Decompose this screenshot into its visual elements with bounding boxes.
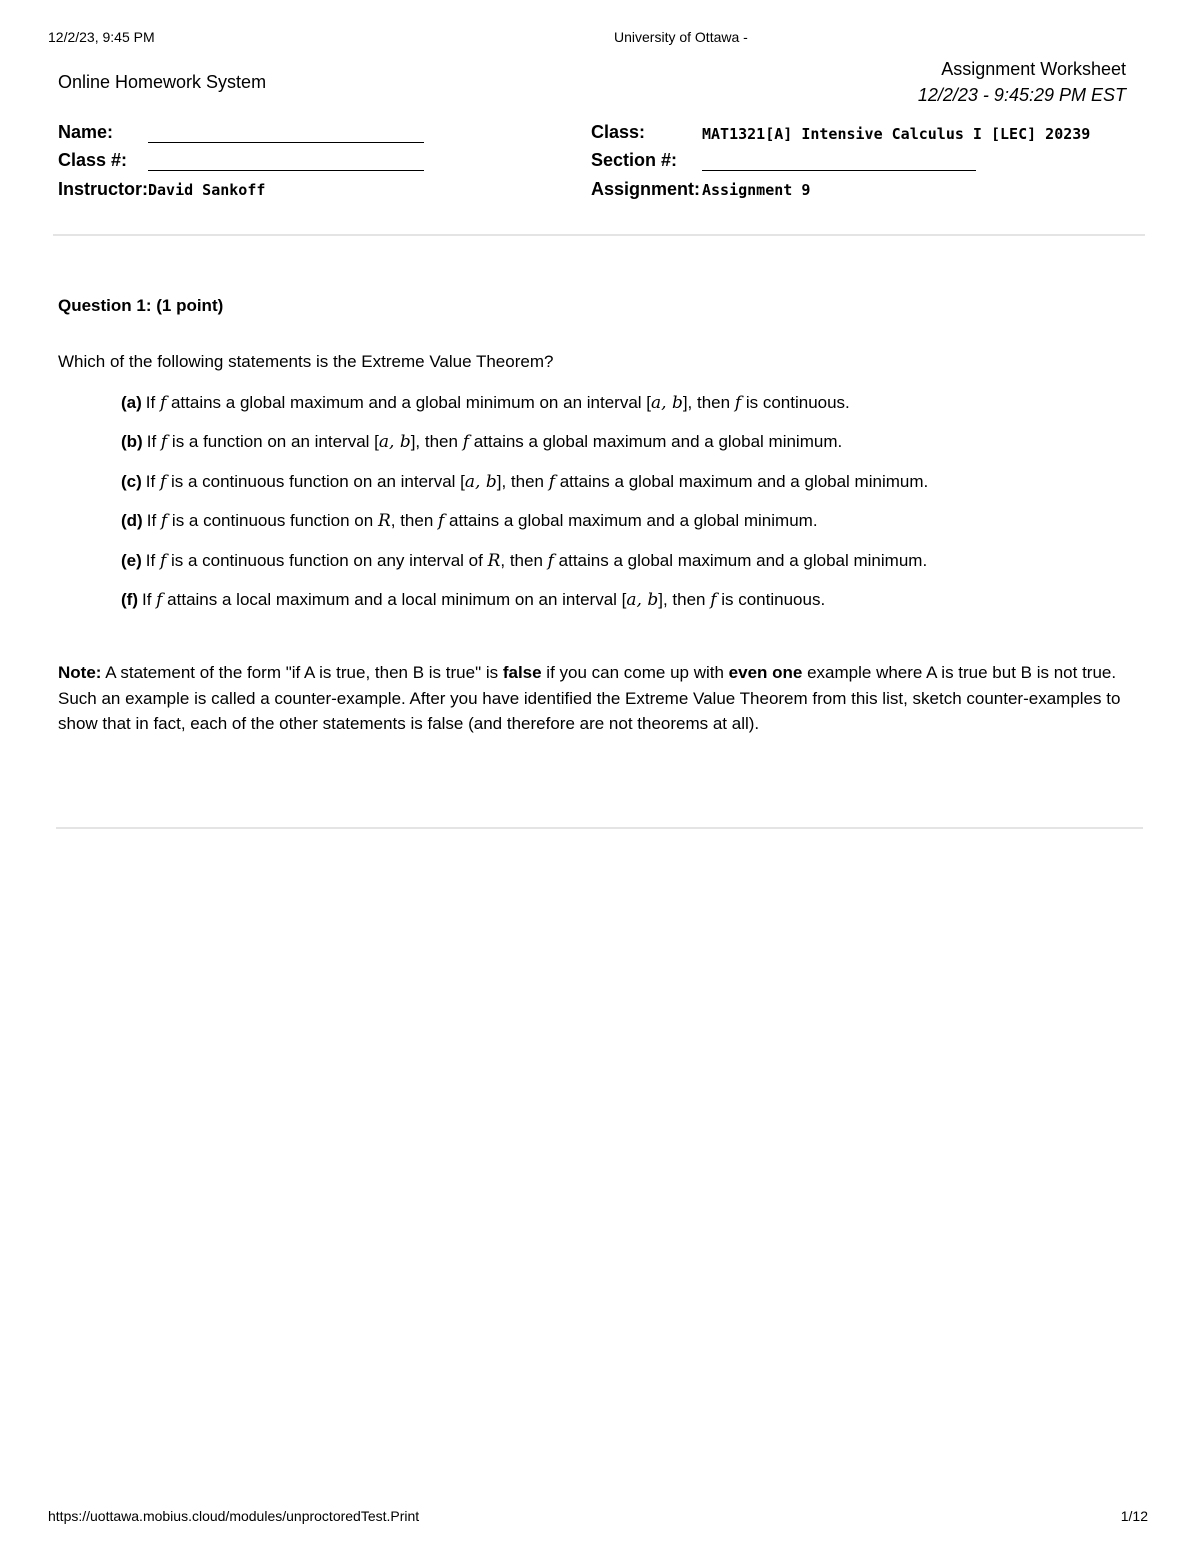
option-text: If bbox=[146, 432, 161, 451]
worksheet-label: Assignment Worksheet bbox=[941, 59, 1126, 79]
option-text: attains a global maximum and a global minimum. bbox=[555, 472, 929, 491]
site-name: Online Homework System bbox=[58, 72, 267, 92]
note-text: example where A is true but B is not true. Such an example is called a counter-example. After you have identified the Extreme Value Theorem from this list, sketch counter-examples to show that in fact, each of the other statements is false (and therefore are not theorems at all). bbox=[58, 663, 1121, 733]
option-letter: (d) bbox=[121, 511, 143, 530]
math-f: f bbox=[548, 472, 555, 492]
option-text: is continuous. bbox=[741, 393, 850, 412]
question-divider bbox=[56, 827, 1143, 829]
option-text: is a continuous function on an interval [ bbox=[166, 472, 465, 491]
print-page-title: University of Ottawa - bbox=[614, 29, 748, 45]
option-text: ], then bbox=[496, 472, 549, 491]
option-text: , then bbox=[390, 511, 439, 530]
option-text: If bbox=[146, 511, 161, 530]
class-number-label: Class #: bbox=[58, 150, 128, 170]
option-text: If bbox=[145, 472, 160, 491]
math-f: f bbox=[462, 432, 469, 452]
class-value: MAT1321[A] Intensive Calculus I [LEC] 20239 bbox=[702, 125, 1091, 143]
note-text: A statement of the form "if A is true, then B is true" is bbox=[101, 663, 503, 682]
math-f: f bbox=[160, 432, 168, 452]
option-c bbox=[121, 472, 928, 492]
option-text: ], then bbox=[682, 393, 735, 412]
option-letter: (f) bbox=[121, 590, 138, 609]
note-paragraph bbox=[58, 660, 1133, 737]
math-f: f bbox=[547, 551, 554, 571]
option-text: If bbox=[145, 551, 160, 570]
option-f bbox=[121, 590, 825, 610]
option-letter: (c) bbox=[121, 472, 142, 491]
note-emphasis: false bbox=[502, 663, 542, 682]
option-text: attains a global maximum and a global minimum. bbox=[444, 511, 818, 530]
math-interval: a, b bbox=[626, 590, 659, 610]
option-text: is continuous. bbox=[716, 590, 826, 609]
section-label: Section #: bbox=[591, 150, 678, 170]
instructor-value: David Sankoff bbox=[148, 181, 266, 199]
math-f: f bbox=[160, 511, 168, 531]
math-f: f bbox=[710, 590, 717, 610]
math-f: f bbox=[159, 393, 167, 413]
math-interval: a, b bbox=[651, 393, 683, 413]
assignment-label: Assignment: bbox=[591, 179, 701, 199]
instructor-label: Instructor: bbox=[58, 179, 148, 199]
class-number-field-line bbox=[148, 170, 424, 171]
option-text: ], then bbox=[658, 590, 711, 609]
option-text: ], then bbox=[410, 432, 463, 451]
math-f: f bbox=[734, 393, 742, 413]
option-b bbox=[121, 432, 842, 452]
option-letter: (a) bbox=[121, 393, 142, 412]
option-letter: (b) bbox=[121, 432, 143, 451]
option-text: If bbox=[141, 590, 157, 609]
print-datetime: 12/2/23, 9:45 PM bbox=[48, 29, 155, 45]
option-text: attains a global maximum and a global minimum. bbox=[468, 432, 843, 451]
math-f: f bbox=[438, 511, 445, 531]
name-field-line bbox=[148, 142, 424, 143]
question-title: Question 1: (1 point) bbox=[58, 296, 224, 315]
print-url[interactable]: https://uottawa.mobius.cloud/modules/unproctoredTest.Print bbox=[48, 1508, 420, 1524]
question-prompt: Which of the following statements is the Extreme Value Theorem? bbox=[58, 352, 554, 371]
math-f: f bbox=[159, 551, 167, 571]
option-text: If bbox=[145, 393, 160, 412]
math-interval: a, b bbox=[378, 432, 411, 452]
worksheet-datetime: 12/2/23 - 9:45:29 PM EST bbox=[917, 85, 1126, 105]
header-divider bbox=[53, 234, 1145, 236]
name-label: Name: bbox=[58, 122, 114, 142]
note-text: if you can come up with bbox=[541, 663, 729, 682]
option-e bbox=[121, 551, 927, 571]
note-emphasis: even one bbox=[728, 663, 803, 682]
option-a bbox=[121, 393, 850, 413]
option-text: attains a global maximum and a global minimum. bbox=[553, 551, 928, 570]
class-label: Class: bbox=[591, 122, 646, 142]
option-text: is a continuous function on any interval of bbox=[166, 551, 488, 570]
math-f: f bbox=[159, 472, 167, 492]
option-text: attains a local maximum and a local minimum on an interval [ bbox=[162, 590, 627, 609]
option-text: is a continuous function on bbox=[167, 511, 378, 530]
option-text: , then bbox=[500, 551, 548, 570]
section-field-line bbox=[702, 170, 976, 171]
math-f: f bbox=[156, 590, 163, 610]
option-d bbox=[121, 511, 818, 531]
note-label: Note: bbox=[58, 663, 102, 682]
option-text: attains a global maximum and a global minimum on an interval [ bbox=[166, 393, 651, 412]
math-reals: R bbox=[377, 511, 391, 531]
option-letter: (e) bbox=[121, 551, 142, 570]
option-text: is a function on an interval [ bbox=[167, 432, 379, 451]
math-interval: a, b bbox=[464, 472, 497, 492]
math-reals: R bbox=[487, 551, 501, 571]
assignment-value: Assignment 9 bbox=[702, 181, 811, 199]
print-page-number: 1/12 bbox=[1120, 1508, 1148, 1524]
